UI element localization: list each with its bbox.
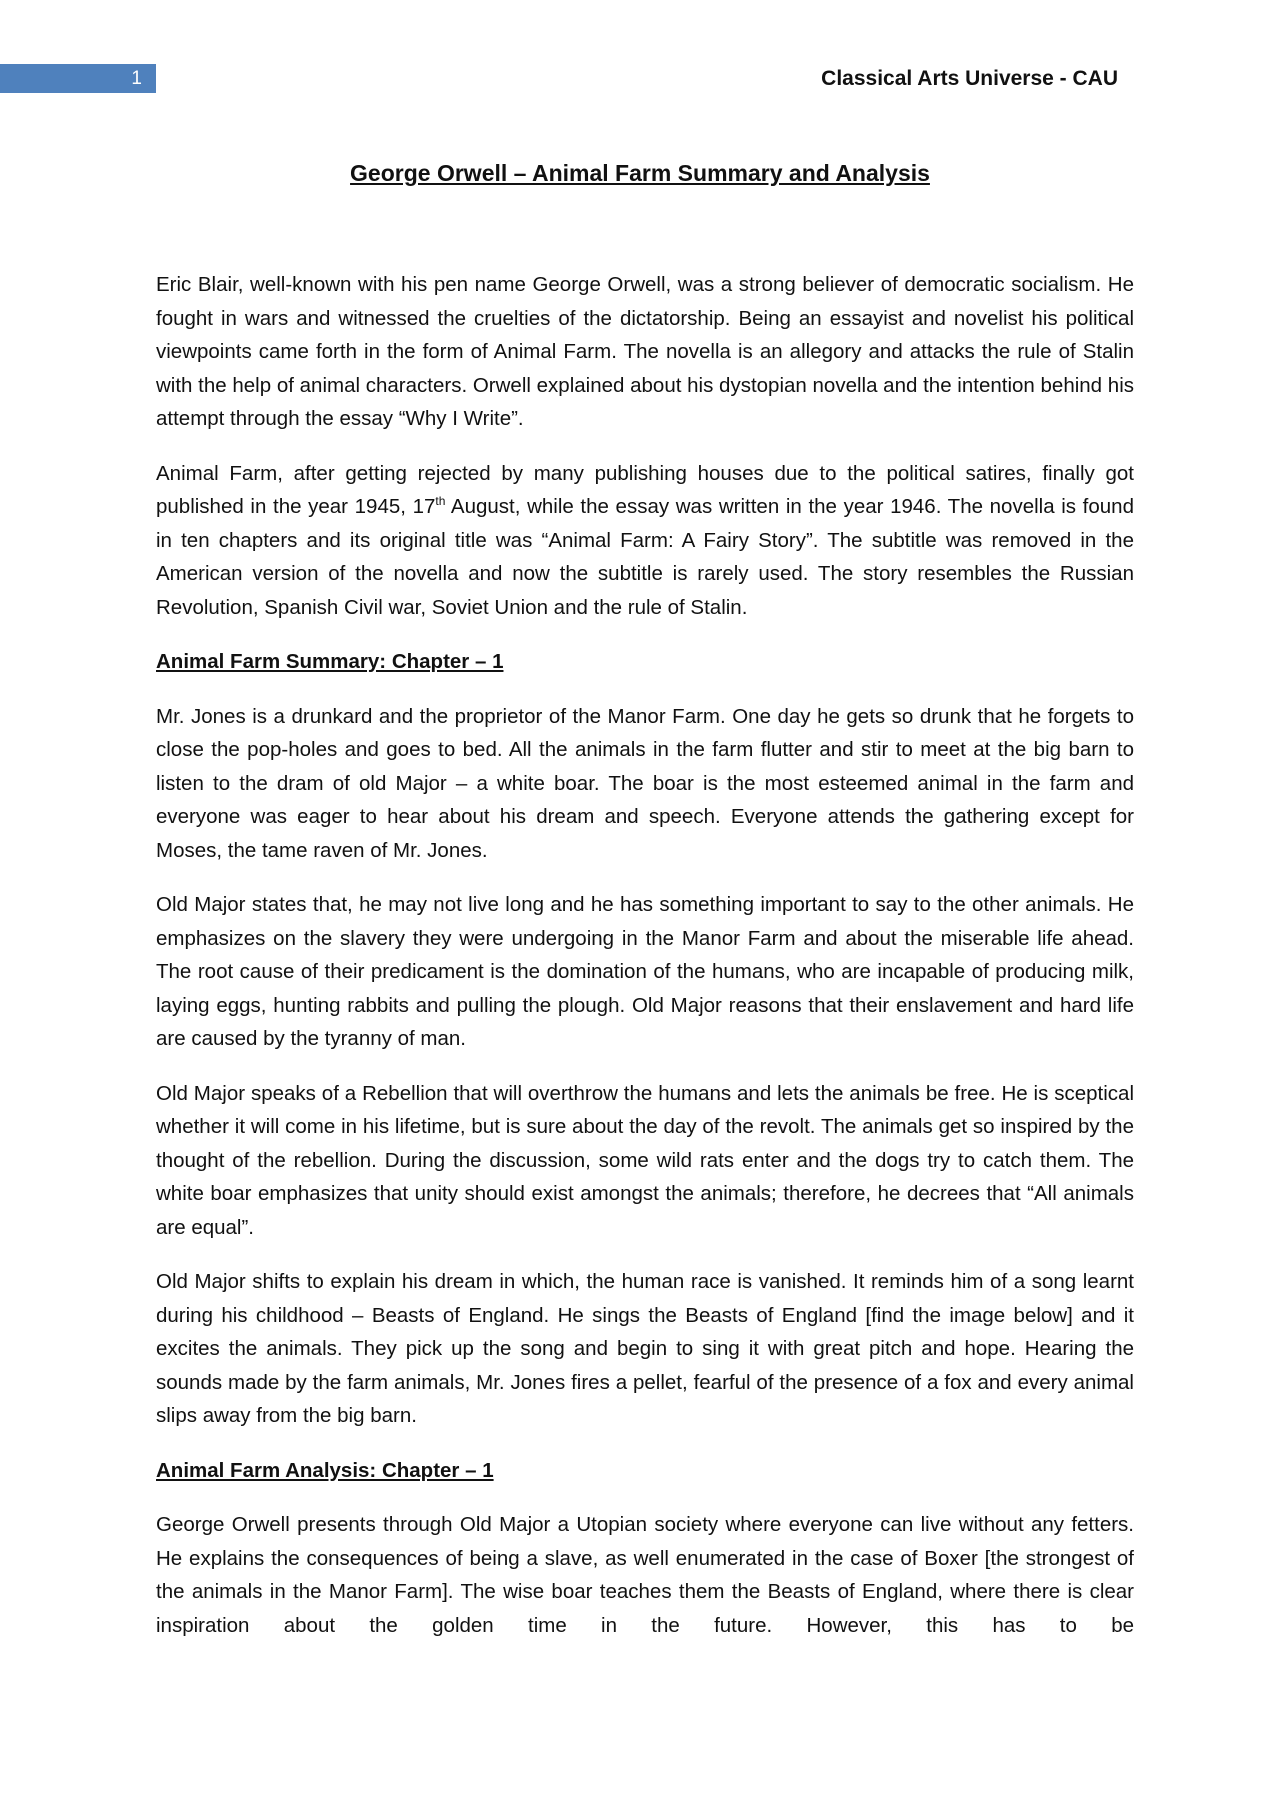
intro-paragraph-2-part-1: Animal Farm, after getting rejected by many publishing houses due to the political satires, finally got published in the year 1945, 17: [156, 461, 1134, 518]
intro-paragraph-2: [156, 457, 1134, 625]
summary-paragraph: Old Major states that, he may not live long and he has something important to say to the other animals. He emphasizes on the slavery they were undergoing in the Manor Farm and about the miserable life ahead. The root cause of their predicament is the domination of the humans, who are incapable of producing milk, laying eggs, hunting rabbits and pulling the plough. Old Major reasons that their enslavement and hard life are caused by the tyranny of man.: [156, 893, 1134, 1050]
summary-paragraph: Old Major speaks of a Rebellion that will overthrow the humans and lets the animals be free. He is sceptical whether it will come in his lifetime, but is sure about the day of the revolt. The animals get so inspired by the thought of the rebellion. During the discussion, some wild rats enter and the dogs try to catch them. The white boar emphasizes that unity should exist amongst the animals; therefore, he decrees that “All animals are equal”.: [156, 1081, 1134, 1239]
page-number: 1: [131, 68, 142, 89]
intro-paragraph-2-part-2: August, while the essay was written in the year 1946. The novella is found in ten chapters and its original title was “Animal Farm: A Fairy Story”. The subtitle was removed in the American version of the novella and now the subtitle is rarely used. The story resembles the Russian Revolution, Spanish Civil war, Soviet Union and the rule of Stalin.: [156, 495, 1134, 619]
document-title: George Orwell – Animal Farm Summary and Analysis: [350, 160, 930, 186]
analysis-heading: Animal Farm Analysis: Chapter – 1: [156, 1458, 494, 1482]
header-site-title: Classical Arts Universe - CAU: [821, 67, 1118, 90]
summary-heading: Animal Farm Summary: Chapter – 1: [156, 650, 504, 673]
ordinal-superscript: th: [435, 494, 446, 509]
summary-paragraph: Mr. Jones is a drunkard and the proprietor of the Manor Farm. One day he gets so drunk that he forgets to close the pop-holes and goes to bed. All the animals in the farm flutter and stir to meet at the big barn to listen to the dram of old Major – a white boar. The boar is the most esteemed animal in the farm and everyone was eager to hear about his dream and speech. Everyone attends the gathering except for Moses, the tame raven of Mr. Jones.: [156, 704, 1134, 862]
summary-paragraph: Old Major shifts to explain his dream in which, the human race is vanished. It reminds him of a song learnt during his childhood – Beasts of England. He sings the Beasts of England [find the image below] and it excites the animals. They pick up the song and begin to sing it with great pitch and hope. Hearing the sounds made by the farm animals, Mr. Jones fires a pellet, fearful of the presence of a fox and every animal slips away from the big barn.: [156, 1270, 1134, 1427]
document-body: [156, 268, 1134, 1663]
intro-paragraph-1: Eric Blair, well-known with his pen name George Orwell, was a strong believer of democratic socialism. He fought in wars and witnessed the cruelties of the dictatorship. Being an essayist and novelist his political viewpoints came forth in the form of Animal Farm. The novella is an allegory and attacks the rule of Stalin with the help of animal characters. Orwell explained about his dystopian novella and the intention behind his attempt through the essay “Why I Write”.: [156, 273, 1134, 430]
page-number-badge: [0, 64, 156, 93]
analysis-paragraph: George Orwell presents through Old Major a Utopian society where everyone can live without any fetters. He explains the consequences of being a slave, as well enumerated in the case of Boxer [the strongest of the animals in the Manor Farm]. The wise boar teaches them the Beasts of England, where there is clear inspiration about the golden time in the future. However, this has to be: [156, 1513, 1134, 1637]
